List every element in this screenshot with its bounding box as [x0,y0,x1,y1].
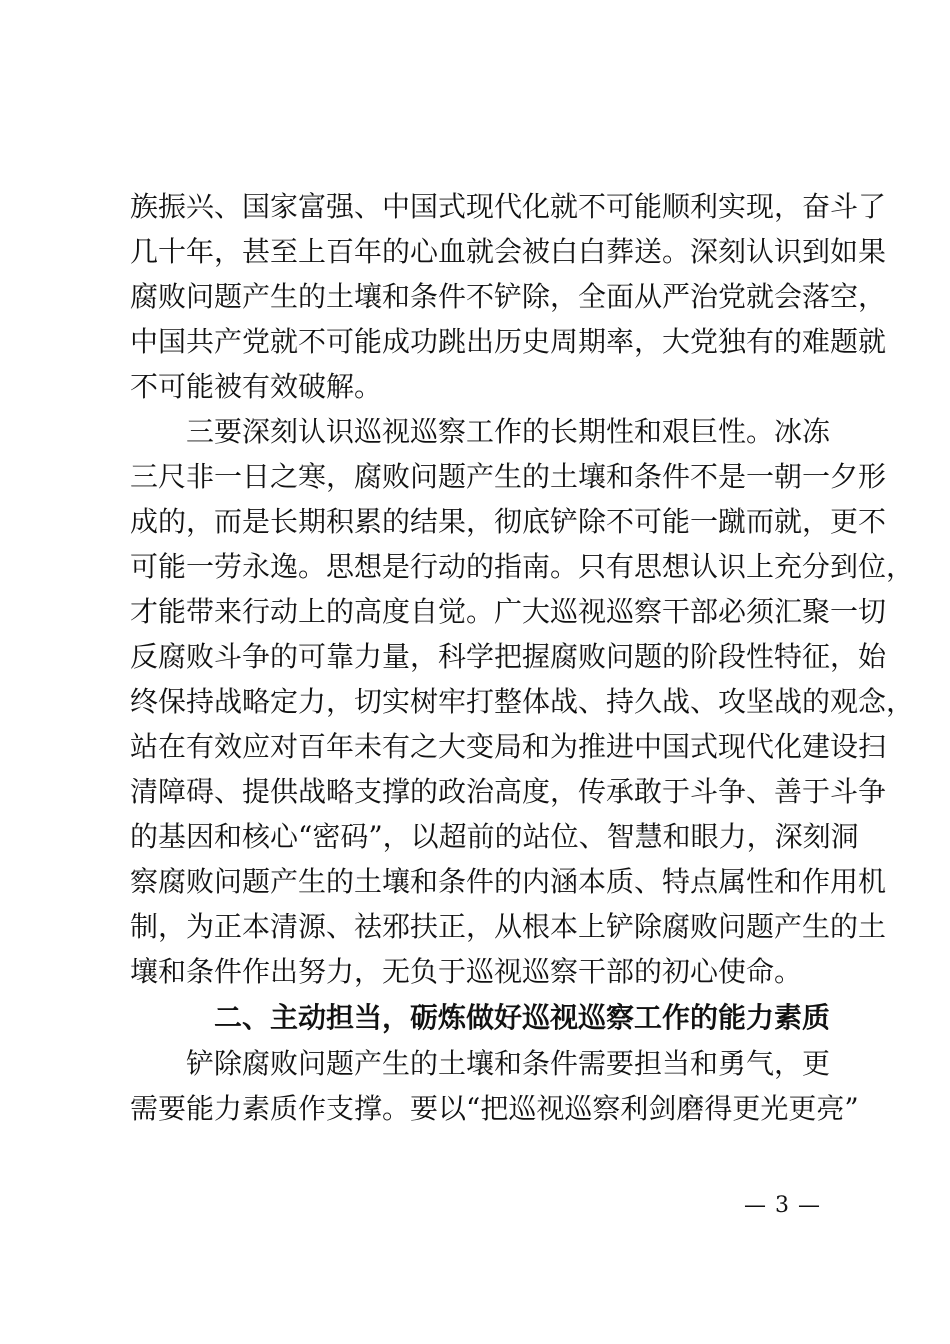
page-number: — 3 — [744,1193,821,1218]
paragraph-line: 需要能力素质作支撑。要以“把巡视巡察利剑磨得更光更亮” [130,1092,859,1125]
paragraph-line: 壤和条件作出努力，无负于巡视巡察干部的初心使命。 [130,955,803,988]
paragraph-line: 终保持战略定力，切实树牢打整体战、持久战、攻坚战的观念， [130,685,915,718]
paragraph-line: 几十年，甚至上百年的心血就会被白白葬送。深刻认识到如果 [130,235,887,268]
paragraph-line: 可能一劳永逸。思想是行动的指南。只有思想认识上充分到位， [130,550,915,583]
paragraph-line: 三尺非一日之寒，腐败问题产生的土壤和条件不是一朝一夕形 [130,460,887,493]
paragraph-line: 制，为正本清源、祛邪扶正，从根本上铲除腐败问题产生的土 [130,910,887,943]
paragraph-line: 铲除腐败问题产生的土壤和条件需要担当和勇气，更 [186,1047,831,1080]
paragraph-line: 中国共产党就不可能成功跳出历史周期率，大党独有的难题就 [130,325,887,358]
paragraph-line: 腐败问题产生的土壤和条件不铲除，全面从严治党就会落空， [130,280,887,313]
paragraph-line: 族振兴、国家富强、中国式现代化就不可能顺利实现，奋斗了 [130,190,887,223]
paragraph-line: 三要深刻认识巡视巡察工作的长期性和艰巨性。冰冻 [186,415,831,448]
paragraph-line: 不可能被有效破解。 [130,370,383,403]
paragraph-line: 成的，而是长期积累的结果，彻底铲除不可能一蹴而就，更不 [130,505,887,538]
paragraph-line: 才能带来行动上的高度自觉。广大巡视巡察干部必须汇聚一切 [130,595,887,628]
paragraph-line: 察腐败问题产生的土壤和条件的内涵本质、特点属性和作用机 [130,865,887,898]
section-heading: 二、主动担当，砺炼做好巡视巡察工作的能力素质 [214,1001,831,1034]
paragraph-line: 清障碍、提供战略支撑的政治高度，传承敢于斗争、善于斗争 [130,775,887,808]
paragraph-line: 站在有效应对百年未有之大变局和为推进中国式现代化建设扫 [130,730,887,763]
paragraph-line: 的基因和核心“密码”，以超前的站位、智慧和眼力，深刻洞 [130,820,859,853]
paragraph-line: 反腐败斗争的可靠力量，科学把握腐败问题的阶段性特征，始 [130,640,887,673]
